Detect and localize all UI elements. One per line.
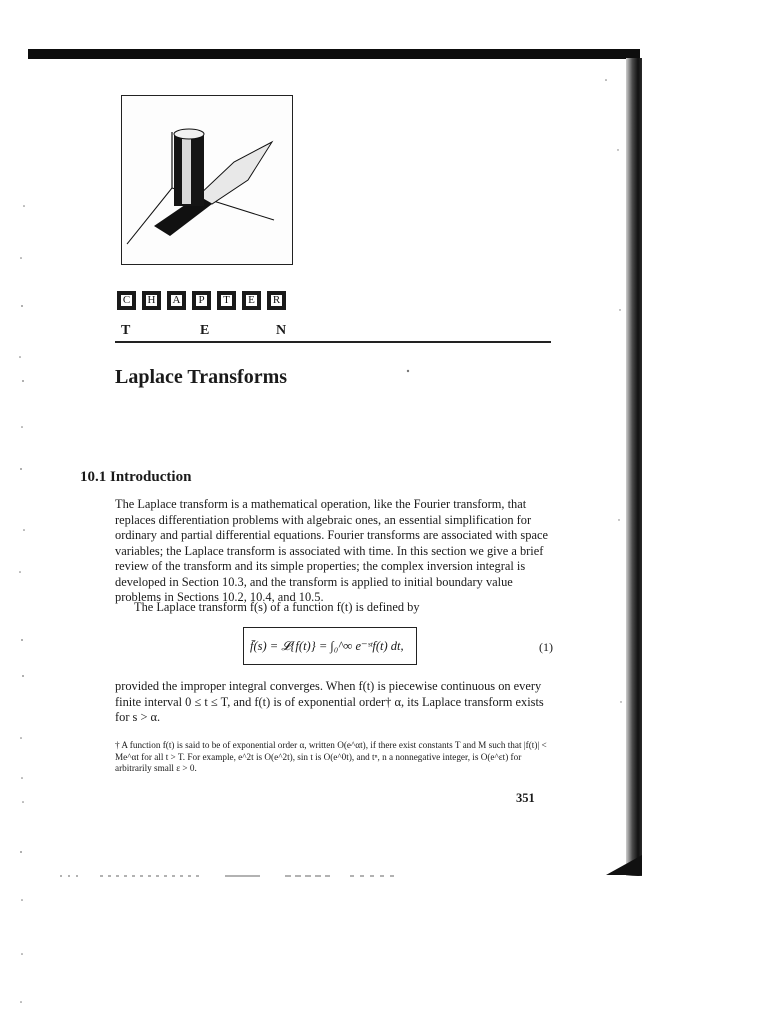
scan-bottom-marks (60, 874, 600, 878)
chapter-label (117, 291, 286, 310)
top-rule (28, 49, 640, 59)
chapter-figure (121, 95, 293, 265)
chapter-letter-c: C (117, 291, 136, 310)
chapter-letter-p: P (192, 291, 211, 310)
chapter-rule (115, 341, 551, 343)
scanned-page-edge-foot (606, 855, 642, 875)
chapter-letter-a: A (167, 291, 186, 310)
equation-row (115, 626, 555, 668)
equation-number: (1) (539, 640, 553, 654)
chapter-letter-r: R (267, 291, 286, 310)
laplace-equation: f̄(s) = 𝓛{f(t)} = ∫₀^∞ e⁻ˢᵗf(t) dt, (243, 627, 417, 665)
definition-paragraph: The Laplace transform f̄(s) of a function f(t) is defined by (134, 600, 420, 614)
chapter-letter-e: E (242, 291, 261, 310)
cylinder-highlight (182, 136, 191, 204)
chapter-letter-h: H (142, 291, 161, 310)
section-heading: 10.1 Introduction (80, 469, 192, 485)
scanned-page-edge (626, 58, 642, 876)
convergence-paragraph: provided the improper integral converges. When f(t) is piecewise continuous on every finite interval 0 ≤ t ≤ T, and f(t) is of exponential order† α, its Laplace transform exists for s > α. (115, 679, 544, 724)
slanted-plane (198, 142, 272, 204)
cylinder-top (174, 129, 204, 139)
chapter-number-letter-2: E (200, 323, 210, 338)
footnote: † A function f(t) is said to be of exponential order α, written O(e^αt), if there exist constants T and M such that |f(t)| < Me^αt for all t > T. For example, e^2t is O(e^2t), sin t is O(e^0t), and tⁿ, n a nonnegative integer, is O(e^εt) for arbitrarily small ε > 0. (115, 740, 547, 773)
chapter-number-letter-1: T (121, 323, 131, 338)
page-number: 351 (516, 791, 535, 805)
intro-paragraph: The Laplace transform is a mathematical operation, like the Fourier transform, that replaces differentiation problems with algebraic ones, an essential simplification for ordinary and partial differential equations. Fourier transforms are associated with space variables; the Laplace transform is associated with time. In this section we give a brief review of the transform and its simple properties; the complex inversion integral is developed in Section 10.3, and the transform is applied to initial boundary value problems in Sections 10.2, 10.4, and 10.5. (115, 497, 548, 604)
cylinder-plane-illustration (122, 96, 292, 264)
chapter-number-letter-3: N (276, 323, 287, 338)
chapter-letter-t: T (217, 291, 236, 310)
depth-axis (127, 188, 172, 244)
chapter-title: Laplace Transforms (115, 366, 288, 388)
